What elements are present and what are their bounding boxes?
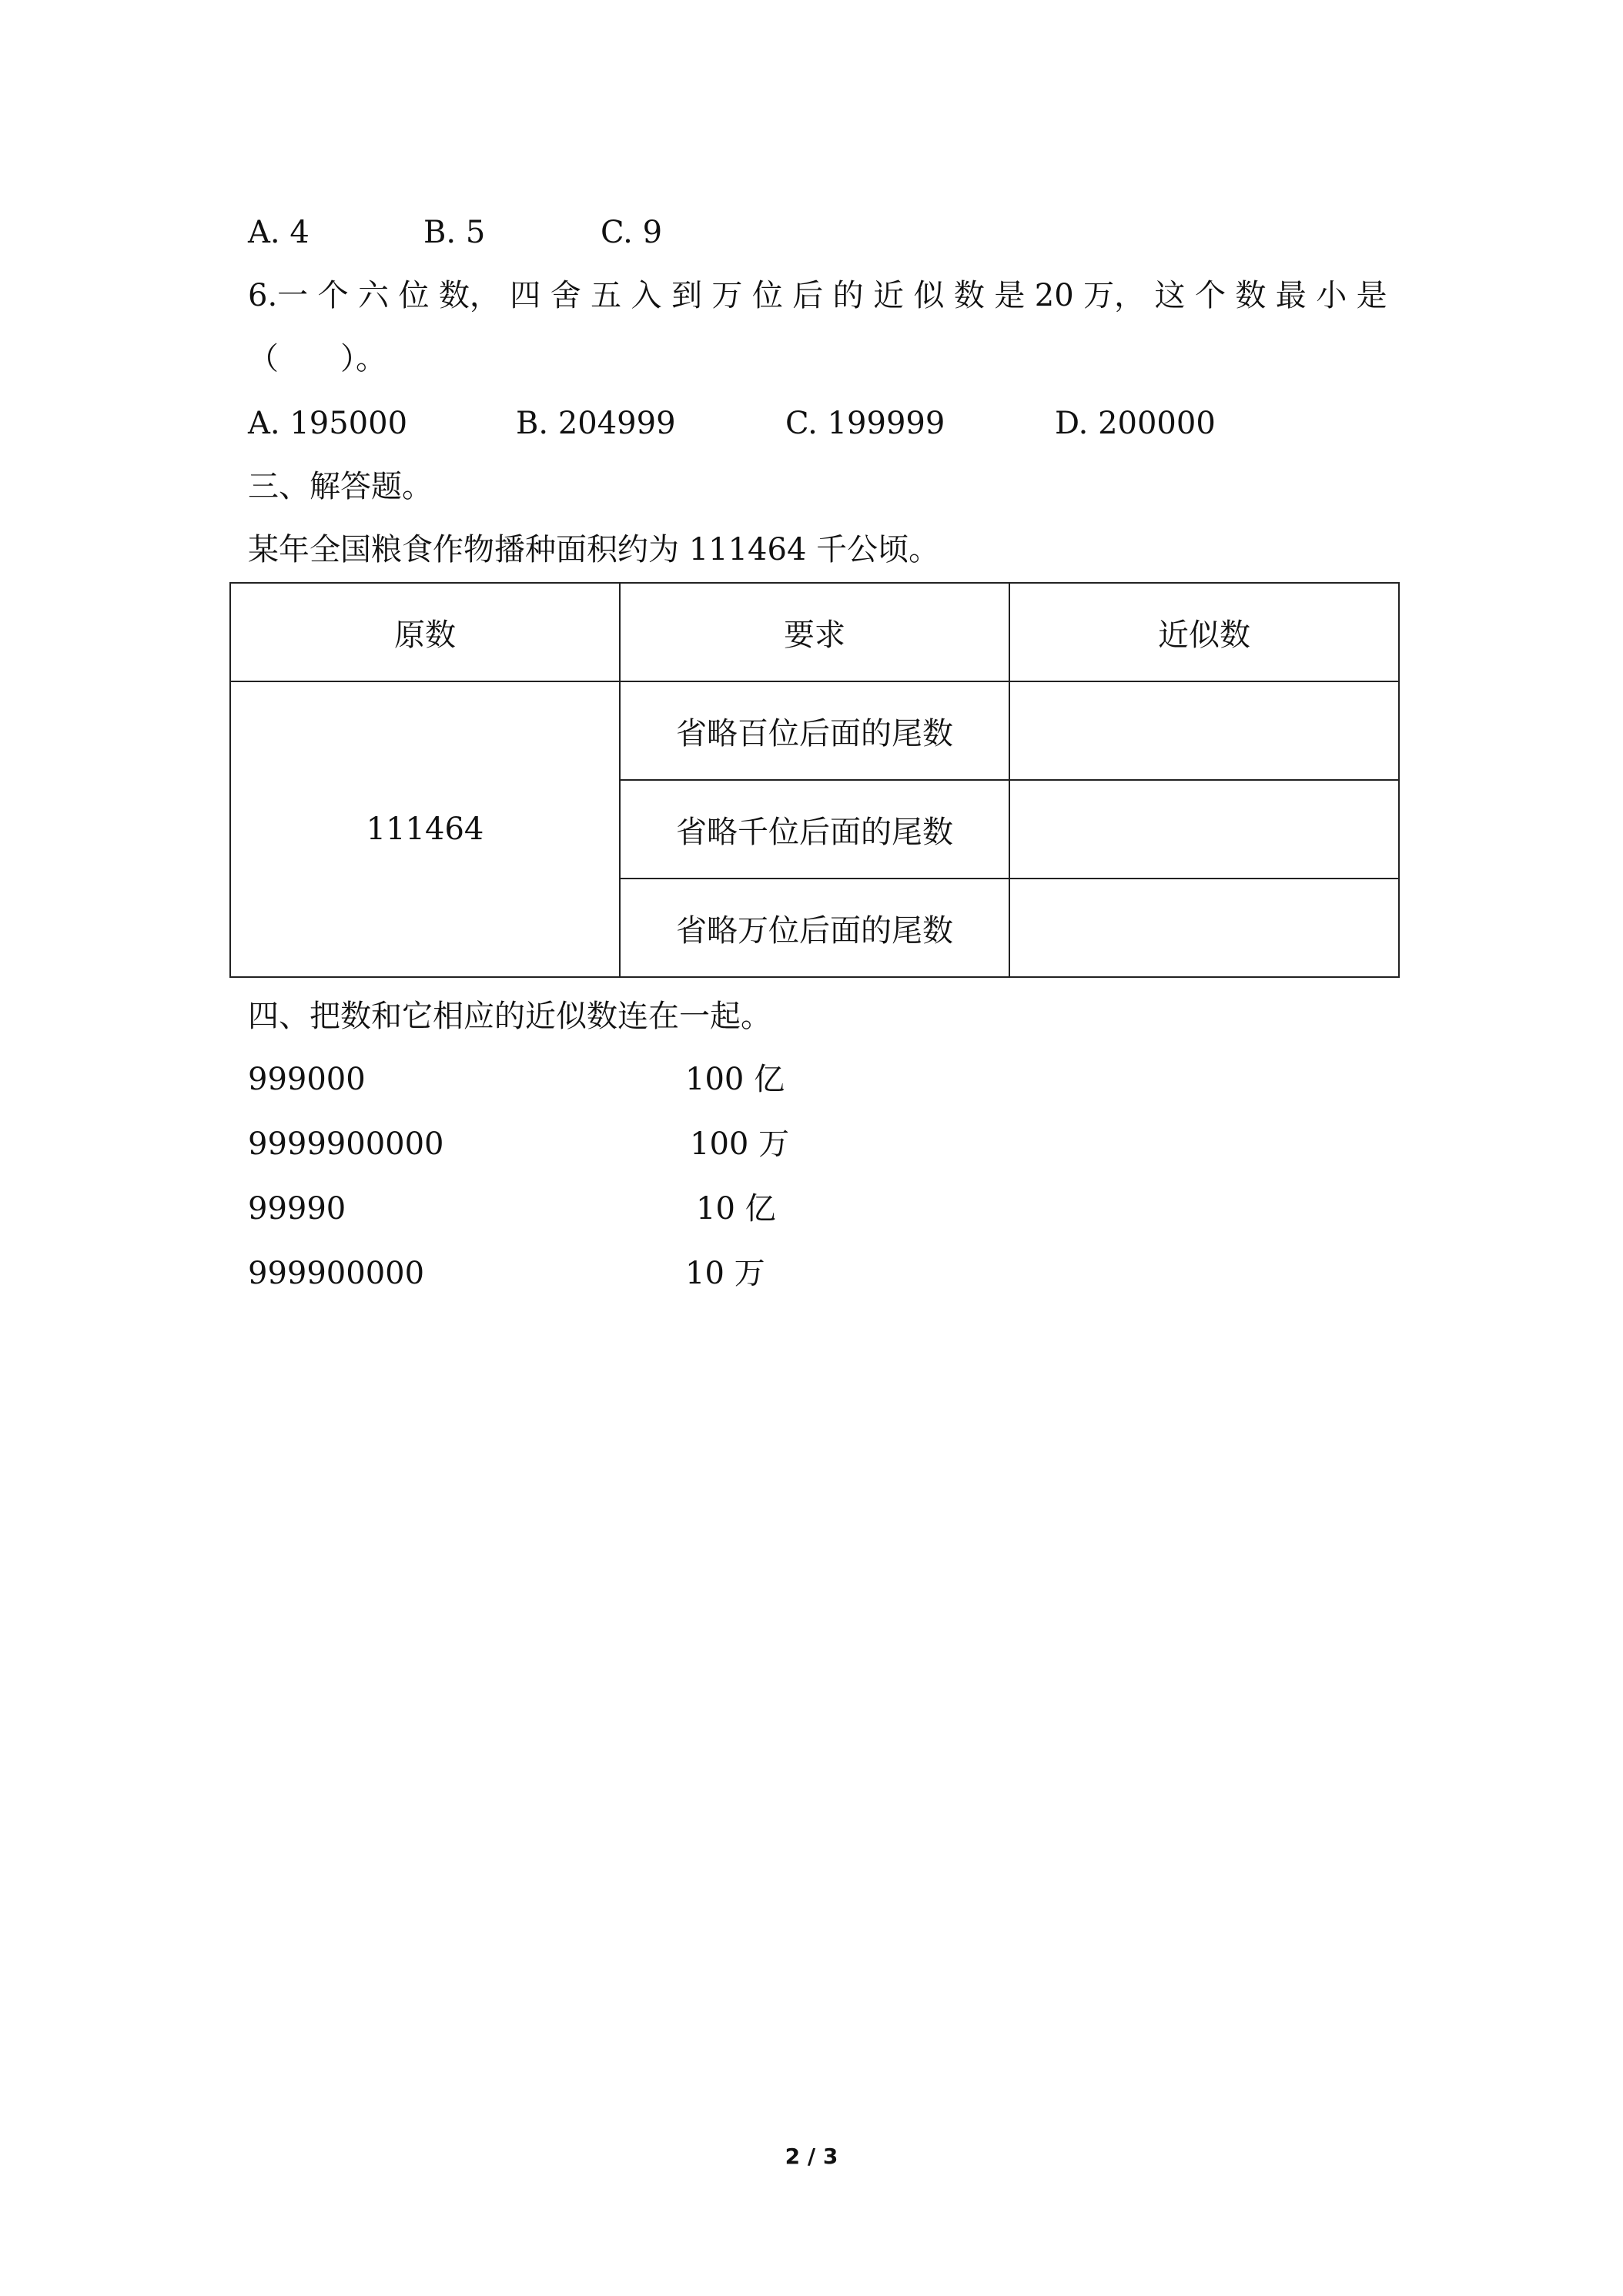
- table-row: [230, 681, 1399, 780]
- q5-option-b: B. 5: [423, 215, 486, 250]
- q5-option-c: C. 9: [601, 215, 663, 250]
- q6-answer-blank: （ ）。: [248, 341, 387, 377]
- match-approximation: 100 万: [690, 1126, 790, 1162]
- match-number: 9999900000: [248, 1126, 444, 1162]
- section3-statement: 某年全国粮食作物播种面积约为 111464 千公顷。: [248, 532, 940, 567]
- q5-option-a: A. 4: [248, 215, 310, 250]
- q6-option-b: B. 204999: [516, 406, 676, 441]
- rounding-table: [229, 582, 1400, 978]
- match-approximation: 10 亿: [696, 1191, 776, 1227]
- requirement-cell: 省略万位后面的尾数: [620, 879, 1009, 977]
- answer-cell[interactable]: [1009, 780, 1399, 879]
- q6-option-a: A. 195000: [248, 406, 408, 441]
- match-approximation: 100 亿: [685, 1062, 785, 1097]
- match-number: 99990: [248, 1191, 346, 1227]
- header-requirement: 要求: [620, 583, 1009, 681]
- section3-heading: 三、解答题。: [248, 469, 433, 504]
- match-number: 999000: [248, 1062, 366, 1097]
- answer-cell[interactable]: [1009, 681, 1399, 780]
- requirement-cell: 省略百位后面的尾数: [620, 681, 1009, 780]
- header-approximation: 近似数: [1009, 583, 1399, 681]
- match-approximation: 10 万: [685, 1256, 765, 1291]
- q6-question: 6.一 个 六 位 数， 四 舍 五 入 到 万 位 后 的 近 似 数 是 20 万， 这 个 数 最 小 是: [248, 278, 1387, 313]
- header-original: 原数: [230, 583, 620, 681]
- original-number-cell: 111464: [230, 681, 620, 977]
- match-number: 999900000: [248, 1256, 425, 1291]
- q6-option-d: D. 200000: [1055, 406, 1216, 441]
- table-header-row: [230, 583, 1399, 681]
- answer-cell[interactable]: [1009, 879, 1399, 977]
- section4-heading: 四、把数和它相应的近似数连在一起。: [248, 999, 771, 1034]
- requirement-cell: 省略千位后面的尾数: [620, 780, 1009, 879]
- q6-option-c: C. 199999: [785, 406, 945, 441]
- page-number: 2 / 3: [785, 2144, 838, 2169]
